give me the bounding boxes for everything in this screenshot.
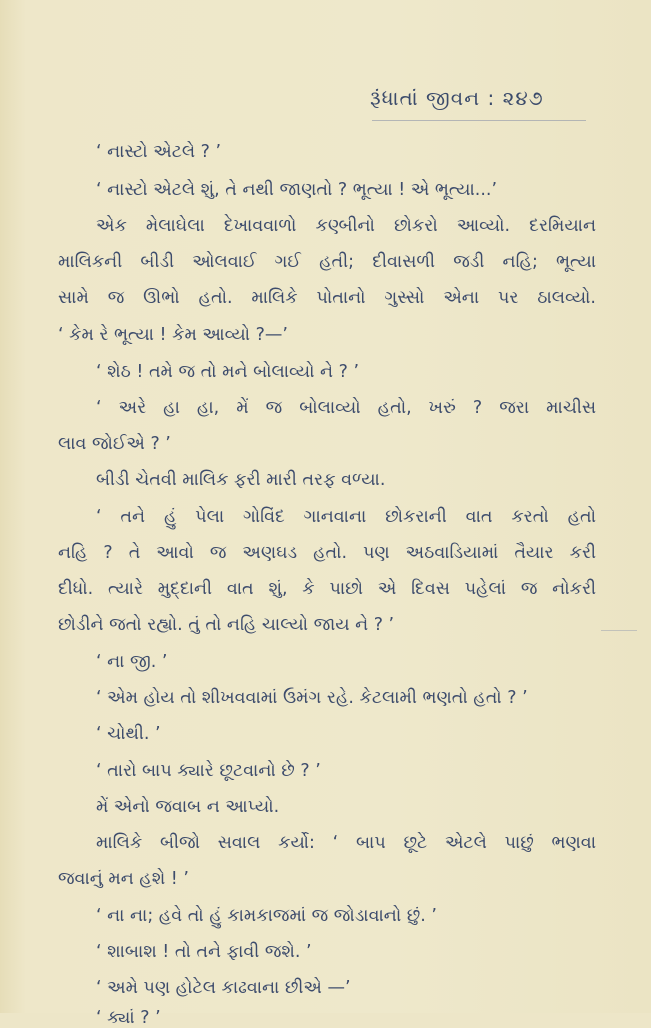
running-header: રૂંધાતાં જીવન : ૨૪૭ — [370, 86, 544, 110]
text-line: જવાનું મન હશે ! ’ — [58, 869, 189, 889]
text-line: ‘ શાબાશ ! તો તને ફાવી જશે. ’ — [96, 942, 312, 962]
header-rule — [372, 116, 586, 121]
text-line: ‘ ના જી. ’ — [96, 652, 168, 672]
text-line: નહિ ? તે આવો જ અણઘડ હતો. પણ અઠવાડિયામાં તૈયાર કરી — [58, 543, 596, 563]
text-line: ‘ અરે હા હા, મેં જ બોલાવ્યો હતો, ખરું ? જરા માચીસ — [96, 398, 596, 418]
margin-mark — [601, 630, 637, 631]
text-line: માલિકની બીડી ઓલવાઈ ગઈ હતી; દીવાસળી જડી નહિ; ભૂત્યા — [58, 252, 596, 272]
text-line: છોડીને જતો રહ્યો. તું તો નહિ ચાલ્યો જાય ને ? ’ — [58, 615, 395, 635]
text-line: ‘ ક્યાં ? ’ — [96, 1008, 161, 1028]
text-line: મેં એનો જવાબ ન આપ્યો. — [96, 797, 280, 817]
text-line: ‘ નાસ્ટો એટલે શું, તે નથી જાણતો ? ભૂત્યા ! એ ભૂત્યા...’ — [96, 180, 498, 200]
text-line: ‘ એમ હોય તો શીખવવામાં ઉમંગ રહે. કેટલામી ભણતો હતો ? ’ — [96, 688, 528, 708]
text-line: ‘ ના ના; હવે તો હું કામકાજમાં જ જોડાવાનો છું. ’ — [96, 906, 437, 926]
text-line: એક મેલાઘેલા દેખાવવાળો કણ્બીનો છોકરો આવ્યો. દરમિયાન — [96, 216, 596, 236]
text-line: માલિકે બીજો સવાલ કર્યો: ‘ બાપ છૂટે એટલે પાછું ભણવા — [96, 833, 596, 853]
text-line: ‘ શેઠ ! તમે જ તો મને બોલાવ્યો ને ? ’ — [96, 362, 360, 382]
text-line: ‘ ચોથી. ’ — [96, 724, 161, 744]
text-line: બીડી ચેતવી માલિક ફરી મારી તરફ વળ્યા. — [96, 470, 386, 490]
text-line: દીધો. ત્યારે મુદ્દાની વાત શું, કે પાછો એ દિવસ પહેલાં જ નોકરી — [58, 579, 596, 599]
text-line: ‘ કેમ રે ભૂત્યા ! કેમ આવ્યો ?—’ — [58, 325, 288, 345]
text-line: ‘ તને હું પેલા ગોવિંદ ગાનવાના છોકરાની વાત કરતો હતો — [96, 507, 596, 527]
text-line: લાવ જોઈએ ? ’ — [58, 434, 171, 454]
text-line: ‘ નાસ્ટો એટલે ? ’ — [96, 142, 222, 162]
text-line: ‘ તારો બાપ ક્યારે છૂટવાનો છે ? ’ — [96, 761, 321, 781]
text-line: સામે જ ઊભો હતો. માલિકે પોતાનો ગુસ્સો એના પર ઠાલવ્યો. — [58, 288, 596, 308]
text-line: ‘ અમે પણ હોટેલ કાઢવાના છીએ —’ — [96, 978, 351, 998]
